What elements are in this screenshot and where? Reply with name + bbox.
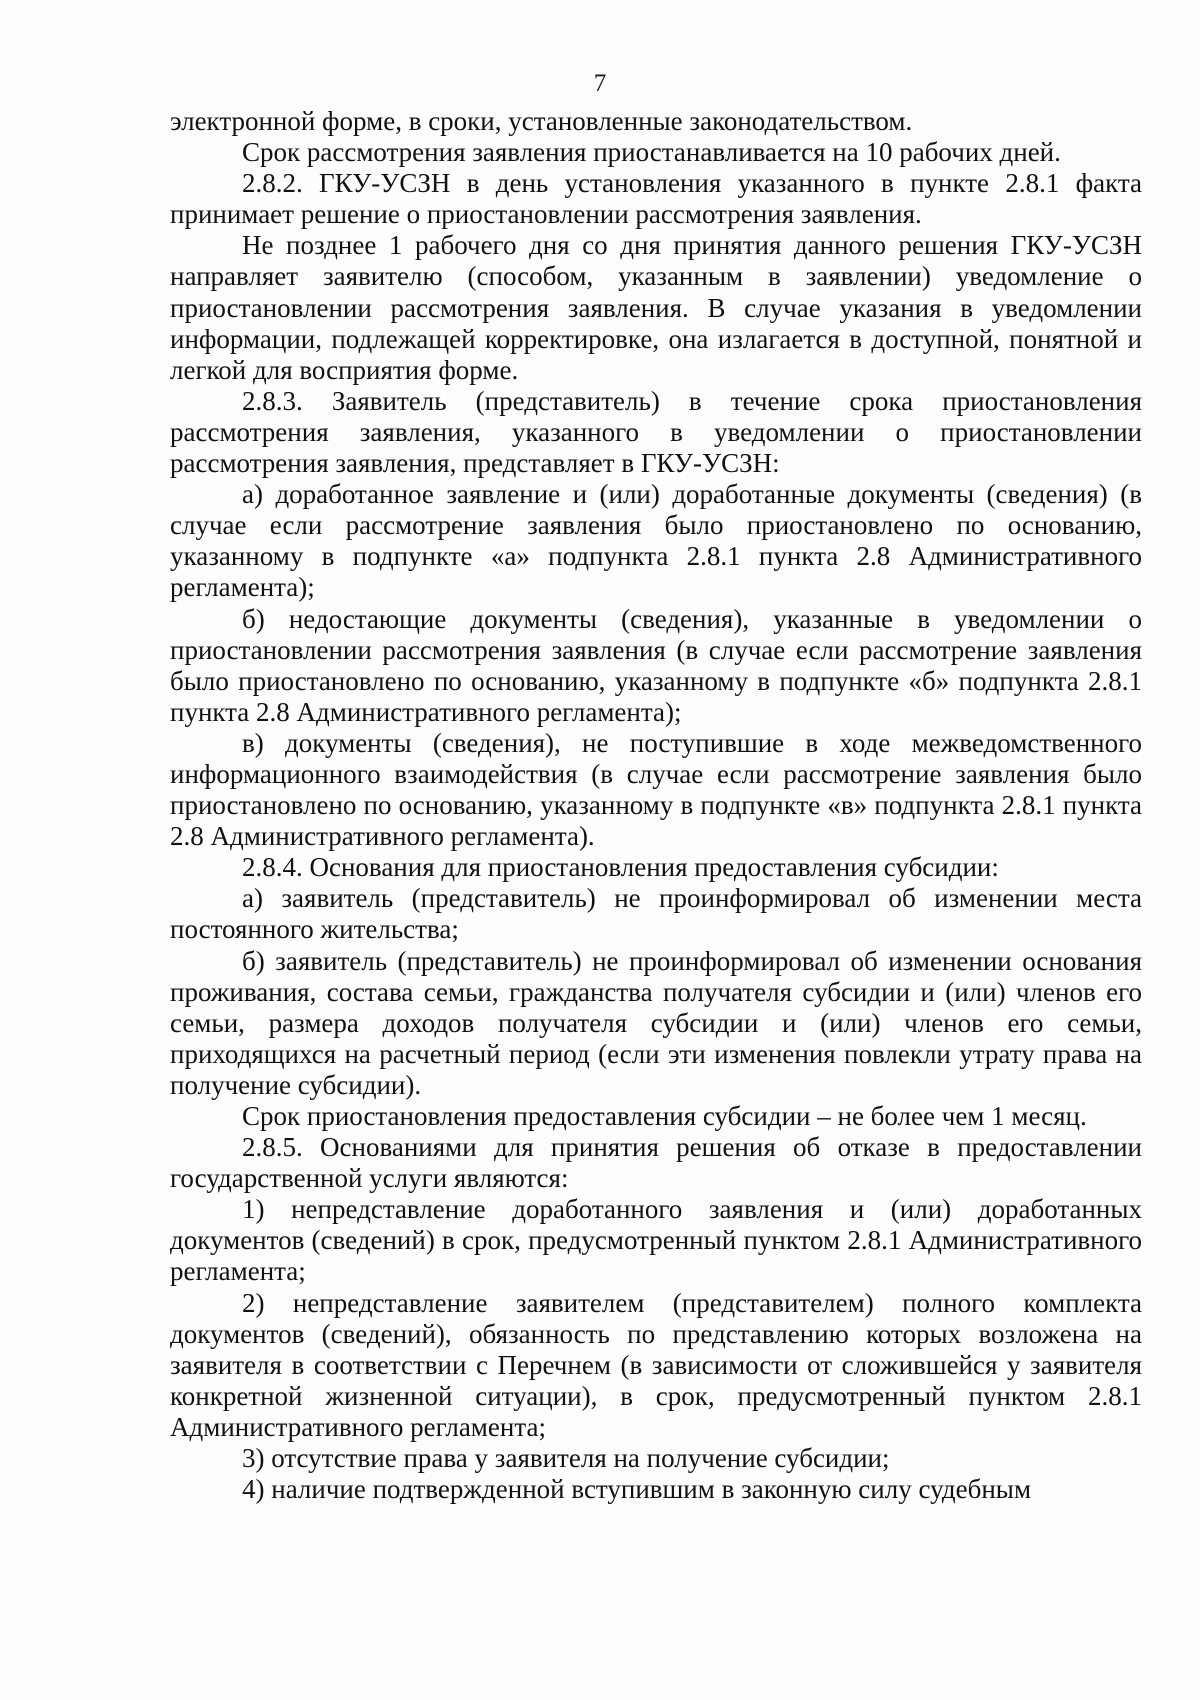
list-item-4: 4) наличие подтвержденной вступившим в законную силу судебным [242,1474,1032,1505]
list-item-1: 1) непредставление доработанного заявления и (или) доработанных документов (сведений) в срок, предусмотренный пунктом 2.8.1 Административного регламента; [170,1194,1142,1287]
paragraph-subsidy-suspension-term: Срок приостановления предоставления субсидии – не более чем 1 месяц. [242,1101,1087,1131]
paragraph-2-8-2: 2.8.2. ГКУ-УСЗН в день установления указанного в пункте 2.8.1 факта принимает решение о приостановлении рассмотрения заявления. [170,168,1142,230]
paragraph-suspension-term: Срок рассмотрения заявления приостанавливается на 10 рабочих дней. [242,137,1061,168]
paragraph-continuation: электронной форме, в сроки, установленные законодательством. [170,106,913,136]
document-body [170,106,1142,1505]
list-item-2: 2) непредставление заявителем (представителем) полного комплекта документов (сведений), обязанность по представлению которых возложена на заявителя в соответствии с Перечнем (в зависимости от сложившейся у заявителя конкретной жизненной ситуации), в срок, предусмотренный пунктом 2.8.1 Административного регламента; [170,1287,1142,1442]
paragraph-2-8-5: 2.8.5. Основаниями для принятия решения об отказе в предоставлении государственной услуги являются: [170,1132,1142,1194]
list-item-a-2: а) заявитель (представитель) не проинформировал об изменении места постоянного жительства; [170,883,1142,945]
page-number: 7 [593,70,607,97]
list-item-b-2: б) заявитель (представитель) не проинформировал об изменении основания проживания, состава семьи, гражданства получателя субсидии и (или) членов его семьи, размера доходов получателя субсидии и (или) членов его семьи, приходящихся на расчетный период (если эти изменения повлекли утрату права на получение субсидии). [170,945,1142,1100]
paragraph-2-8-3: 2.8.3. Заявитель (представитель) в течение срока приостановления рассмотрения заявления, указанного в уведомлении о приостановлении рассмотрения заявления, представляет в ГКУ-УСЗН: [170,385,1142,479]
paragraph-notification: Не позднее 1 рабочего дня со дня принятия данного решения ГКУ-УСЗН направляет заявителю (способом, указанным в заявлении) уведомление о приостановлении рассмотрения заявления. В случае указания в уведомлении информации, подлежащей корректировке, она излагается в доступной, понятной и легкой для восприятия форме. [170,230,1142,385]
list-item-b: б) недостающие документы (сведения), указанные в уведомлении о приостановлении рассмотрения заявления (в случае если рассмотрение заявления было приостановлено по основанию, указанному в подпункте «б» подпункта 2.8.1 пункта 2.8 Административного регламента); [170,603,1142,727]
list-item-v: в) документы (сведения), не поступившие в ходе межведомственного информационного взаимодействия (в случае если рассмотрение заявления было приостановлено по основанию, указанному в подпункте «в» подпункта 2.8.1 пункта 2.8 Административного регламента). [170,727,1142,852]
list-item-a: а) доработанное заявление и (или) доработанные документы (сведения) (в случае если рассмотрение заявления было приостановлено по основанию, указанному в подпункте «а» подпункта 2.8.1 пункта 2.8 Административного регламента); [170,479,1142,603]
paragraph-2-8-4: 2.8.4. Основания для приостановления предоставления субсидии: [242,852,999,883]
list-item-3: 3) отсутствие права у заявителя на получение субсидии; [242,1443,890,1474]
